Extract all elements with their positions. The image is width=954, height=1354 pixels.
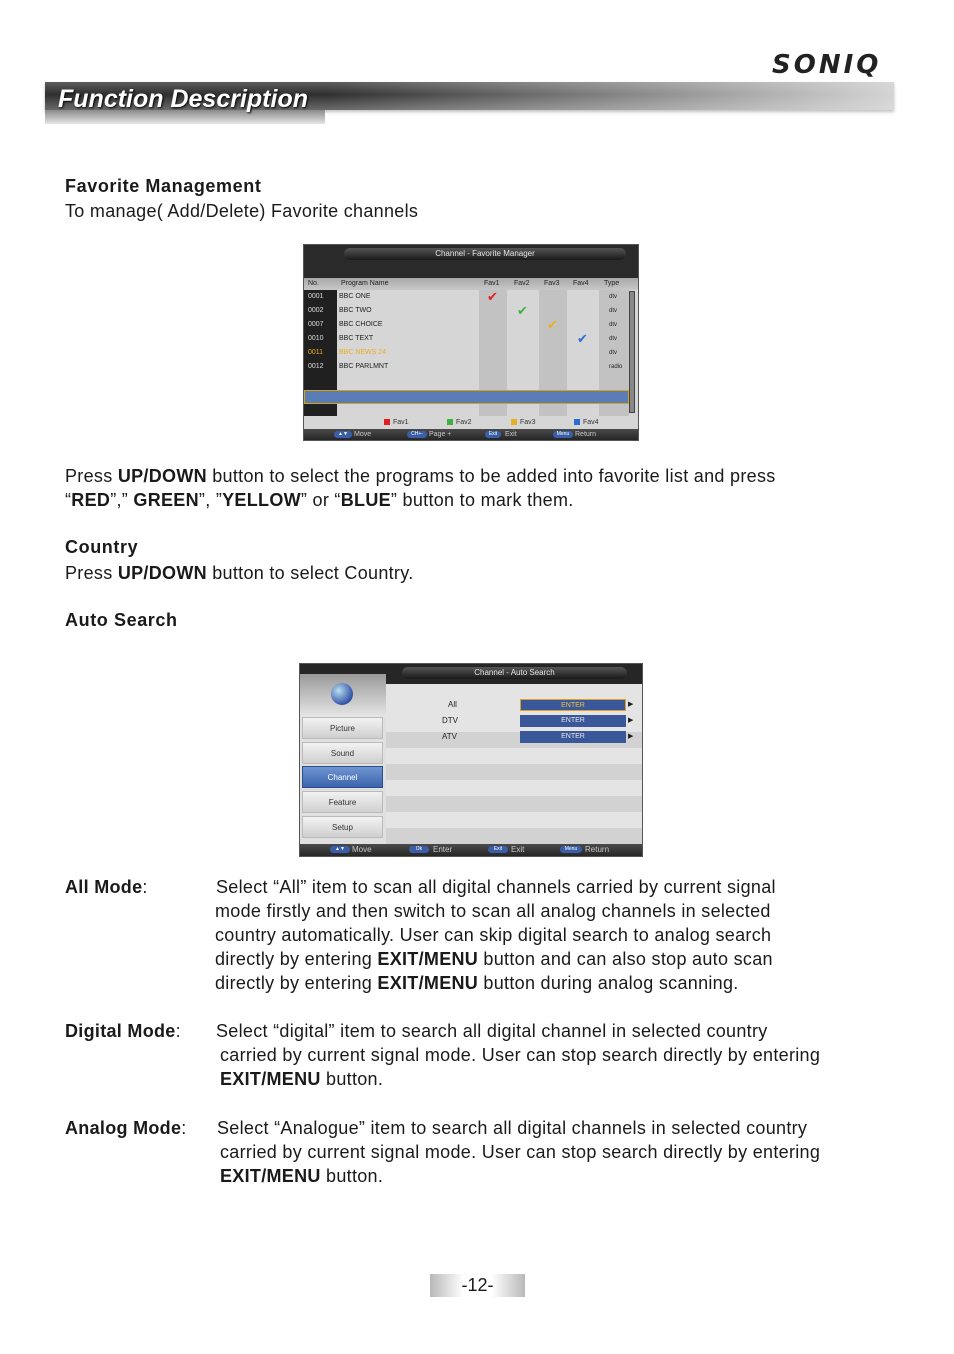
all-mode-line5: directly by entering EXIT/MENU button during analog scanning.	[215, 973, 739, 993]
atv-enter-button[interactable]: ENTER	[520, 731, 626, 743]
dtv-enter-button[interactable]: ENTER	[520, 715, 626, 727]
table-row[interactable]: 0012 BBC PARLMNT radio	[308, 363, 623, 370]
legend-swatch-icon	[511, 419, 517, 425]
all-mode-label: All Mode:	[65, 877, 148, 897]
sidebar-item-sound[interactable]: Sound	[302, 742, 383, 764]
right-arrow-icon: ▶	[628, 701, 634, 708]
auto-search-screenshot	[299, 663, 643, 857]
table-row[interactable]: 0002 BBC TWO ✔ dtv	[308, 303, 618, 318]
right-arrow-icon: ▶	[628, 733, 634, 740]
auto-footer: ▲▼ Move Ok Enter Exit Exit Menu Return	[300, 844, 642, 856]
settings-sidebar	[300, 674, 386, 846]
favorite-manager-screenshot	[303, 244, 639, 441]
favorite-heading: Favorite Management	[65, 176, 262, 196]
digital-mode-label: Digital Mode:	[65, 1021, 181, 1041]
fav1-check-icon: ✔	[487, 289, 498, 304]
table-row[interactable]: 0010 BBC TEXT ✔ dtv	[308, 331, 618, 346]
fav4-check-icon: ✔	[577, 331, 588, 346]
move-key-icon: ▲▼	[334, 431, 352, 438]
sidebar-item-picture[interactable]: Picture	[302, 717, 383, 739]
col-no: No.	[308, 280, 319, 287]
all-mode-line3: country automatically. User can skip digital search to analog search	[215, 925, 772, 945]
all-mode-line2: mode firstly and then switch to scan all analog channels in selected	[215, 901, 771, 921]
favorite-intro: To manage( Add/Delete) Favorite channels	[65, 201, 419, 221]
col-program-name: Program Name	[341, 280, 389, 287]
analog-mode-line3: EXIT/MENU button.	[220, 1166, 384, 1186]
digital-mode-line1: Select “digital” item to search all digital channel in selected country	[216, 1021, 768, 1041]
favorite-instruction-line1: Press UP/DOWN button to select the programs to be added into favorite list and press	[65, 466, 776, 486]
favorite-legend: Fav1 Fav2 Fav3 Fav4	[304, 416, 638, 429]
digital-mode-line3: EXIT/MENU button.	[220, 1069, 384, 1089]
legend-swatch-icon	[574, 419, 580, 425]
analog-mode-line1: Select “Analogue” item to search all digital channels in selected country	[217, 1118, 808, 1138]
col-type: Type	[604, 280, 620, 287]
analog-mode-line2: carried by current signal mode. User can stop search directly by entering	[220, 1142, 821, 1162]
satellite-dish-icon	[331, 683, 353, 705]
channel-key-icon: CH+-	[407, 431, 427, 438]
auto-row-atv: ATV ENTER ▶	[386, 729, 642, 745]
exit-key-icon: Exit	[488, 846, 508, 853]
legend-swatch-icon	[384, 419, 390, 425]
table-row[interactable]: 0007 BBC CHOICE ✔ dtv	[308, 317, 618, 332]
col-fav1: Fav1	[484, 280, 500, 287]
favorite-scrollbar[interactable]	[629, 291, 635, 413]
analog-mode-label: Analog Mode:	[65, 1118, 187, 1138]
digital-mode-line2: carried by current signal mode. User can stop search directly by entering	[220, 1045, 821, 1065]
all-mode-line4: directly by entering EXIT/MENU button and can also stop auto scan	[215, 949, 773, 969]
sidebar-item-feature[interactable]: Feature	[302, 791, 383, 813]
auto-search-panel	[386, 684, 642, 846]
auto-row-dtv: DTV ENTER ▶	[386, 713, 642, 729]
page-title: Function Description	[58, 85, 308, 113]
favorite-table-body	[304, 290, 638, 416]
all-mode-line1: Select “All” item to scan all digital channels carried by current signal	[216, 877, 776, 897]
right-arrow-icon: ▶	[628, 717, 634, 724]
auto-search-heading: Auto Search	[65, 610, 178, 630]
col-fav2: Fav2	[514, 280, 530, 287]
move-key-icon: ▲▼	[330, 846, 350, 853]
ok-key-icon: Ok	[409, 846, 429, 853]
col-fav4: Fav4	[573, 280, 589, 287]
col-fav3: Fav3	[544, 280, 560, 287]
menu-key-icon: Menu	[553, 431, 573, 438]
selected-row-highlight	[304, 390, 629, 404]
legend-swatch-icon	[447, 419, 453, 425]
country-instruction: Press UP/DOWN button to select Country.	[65, 563, 414, 583]
auto-row-all: All ENTER ▶	[386, 697, 642, 713]
favorite-instruction-line2: “RED”,” GREEN”, ”YELLOW” or “BLUE” button to mark them.	[65, 490, 574, 510]
all-enter-button[interactable]: ENTER	[520, 699, 626, 711]
favorite-table-header	[304, 278, 638, 290]
table-row-selected[interactable]: 0011 BBC NEWS 24 dtv	[308, 349, 618, 356]
page-number: -12-	[430, 1274, 525, 1297]
favorite-screen-title: Channel - Favorite Manager	[344, 248, 626, 260]
fav2-check-icon: ✔	[517, 303, 528, 318]
sidebar-item-channel[interactable]: Channel	[302, 766, 383, 788]
exit-key-icon: Exit	[485, 431, 501, 438]
favorite-footer: ▲▼ Move CH+- Page + Exit Exit Menu Return	[304, 429, 638, 440]
table-row[interactable]: 0001 BBC ONE ✔ dtv	[308, 289, 618, 304]
country-heading: Country	[65, 537, 139, 557]
auto-screen-title: Channel - Auto Search	[402, 667, 627, 679]
fav3-check-icon: ✔	[547, 317, 558, 332]
sidebar-item-setup[interactable]: Setup	[302, 816, 383, 838]
menu-key-icon: Menu	[560, 846, 582, 853]
brand-logo: SONIQ	[772, 50, 882, 80]
